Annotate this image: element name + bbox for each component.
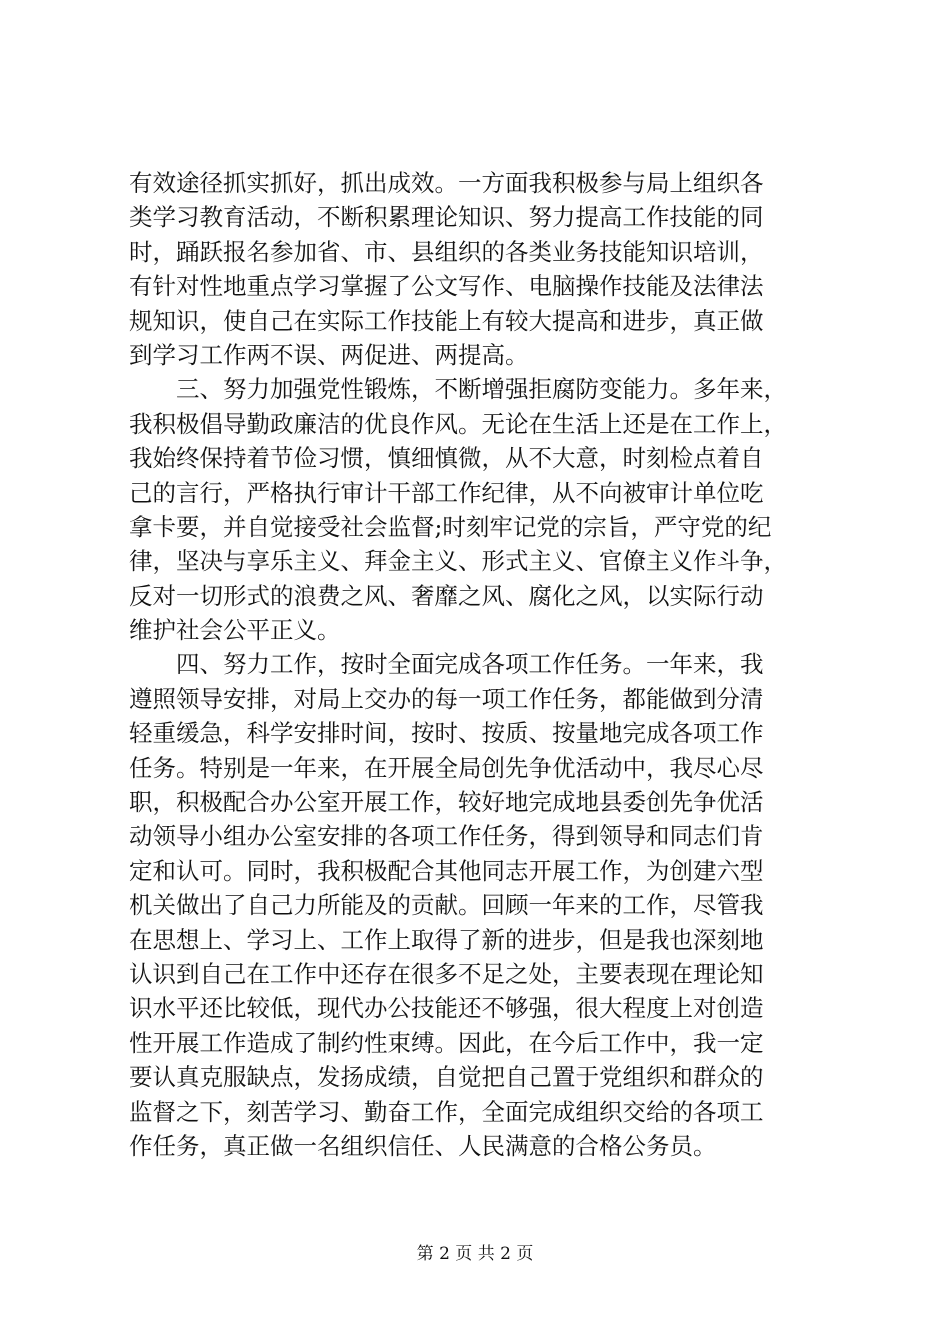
text-line: 作任务，真正做一名组织信任、人民满意的合格公务员。 (129, 1131, 717, 1160)
text-line: 类学习教育活动，不断积累理论知识、努力提高工作技能的同 (129, 203, 764, 232)
text-line: 在思想上、学习上、工作上取得了新的进步，但是我也深刻地 (129, 925, 764, 954)
text-line: 识水平还比较低，现代办公技能还不够强，很大程度上对创造 (129, 994, 764, 1023)
text-line: 有效途径抓实抓好，抓出成效。一方面我积极参与局上组织各 (129, 169, 764, 197)
text-line: 到学习工作两不误、两促进、两提高。 (129, 340, 529, 369)
document-body (129, 166, 829, 1163)
text-line: 轻重缓急，科学安排时间，按时、按质、按量地完成各项工作 (129, 719, 764, 748)
text-line: 四、努力工作，按时全面完成各项工作任务。一年来，我 (129, 650, 764, 679)
text-line: 任务。特别是一年来，在开展全局创先争优活动中，我尽心尽 (129, 753, 764, 782)
text-line: 三、努力加强党性锻炼，不断增强拒腐防变能力。多年来， (129, 375, 787, 404)
text-line: 要认真克服缺点，发扬成绩，自觉把自己置于党组织和群众的 (129, 1063, 764, 1092)
paragraph-study (129, 166, 829, 372)
text-line: 我始终保持着节俭习惯，慎细慎微，从不大意，时刻检点着自 (129, 444, 764, 473)
text-line: 维护社会公平正义。 (129, 616, 341, 645)
text-line: 性开展工作造成了制约性束缚。因此，在今后工作中，我一定 (129, 1028, 764, 1057)
text-line: 有针对性地重点学习掌握了公文写作、电脑操作技能及法律法 (129, 272, 764, 301)
text-line: 我积极倡导勤政廉洁的优良作风。无论在生活上还是在工作上， (129, 409, 787, 438)
text-line: 时，踊跃报名参加省、市、县组织的各类业务技能知识培训， (129, 237, 764, 266)
text-line: 反对一切形式的浪费之风、奢靡之风、腐化之风，以实际行动 (129, 581, 764, 610)
paragraph-party-spirit (129, 372, 829, 647)
text-line: 遵照领导安排，对局上交办的每一项工作任务，都能做到分清 (129, 684, 764, 713)
text-line: 拿卡要，并自觉接受社会监督;时刻牢记党的宗旨，严守党的纪 (129, 512, 772, 541)
text-line: 认识到自己在工作中还存在很多不足之处，主要表现在理论知 (129, 959, 764, 988)
paragraph-work-tasks (129, 647, 829, 1163)
page-footer: 第 2 页 共 2 页 (416, 1244, 534, 1264)
text-line: 规知识，使自己在实际工作技能上有较大提高和进步，真正做 (129, 306, 764, 335)
text-line: 监督之下，刻苦学习、勤奋工作，全面完成组织交给的各项工 (129, 1097, 764, 1126)
text-line: 己的言行，严格执行审计干部工作纪律，从不向被审计单位吃 (129, 478, 764, 507)
text-line: 律，坚决与享乐主义、拜金主义、形式主义、官僚主义作斗争， (129, 547, 787, 576)
text-line: 动领导小组办公室安排的各项工作任务，得到领导和同志们肯 (129, 822, 764, 851)
text-line: 机关做出了自己力所能及的贡献。回顾一年来的工作，尽管我 (129, 891, 764, 920)
text-line: 定和认可。同时，我积极配合其他同志开展工作，为创建六型 (129, 856, 764, 885)
text-line: 职，积极配合办公室开展工作，较好地完成地县委创先争优活 (129, 788, 764, 817)
